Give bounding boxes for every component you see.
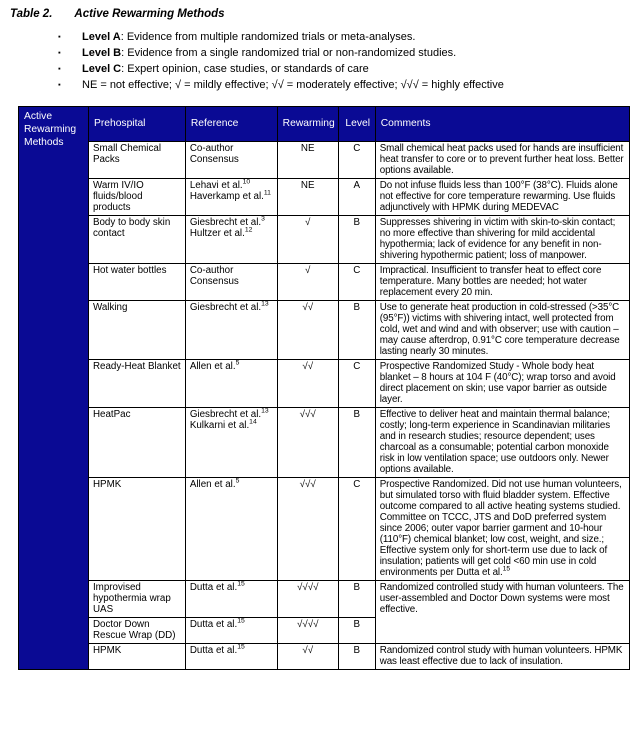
evidence-level-cell: B: [338, 644, 375, 670]
table-row: [19, 264, 630, 301]
citation-superscript: 14: [249, 418, 257, 426]
bullet-list: [10, 29, 630, 93]
citation-superscript: 3: [261, 215, 265, 223]
reference-citation: Giesbrecht et al.$^{13}$: [189, 300, 269, 313]
comments-cell: Impractical. Insufficient to transfer heat to effect core temperature. Many bottles are needed; hot water replacement every 20 min.: [375, 264, 629, 301]
reference-citation: Dutta et al.$^{15}$: [189, 617, 245, 630]
comments-cell: Randomized control study with human volunteers. HPMK was least effective due to lack of insulation.: [375, 644, 629, 670]
comments-cell: Randomized controlled study with human volunteers. The user-assembled and Doctor Down systems were most effective.: [375, 581, 629, 644]
reference-citation: Allen et al.$^5$: [189, 359, 240, 372]
bullet-item: [58, 61, 630, 77]
table-body: [19, 107, 630, 670]
citation-superscript: 15: [237, 617, 245, 625]
comments-cell: Suppresses shivering in victim with skin-to-skin contact; no more effective than shivering for mild accidental hypothermia; lack of evidence for any benefit in non-shivering hypothermic patient; loss of manpower.: [375, 216, 629, 264]
table-header-row: [19, 107, 630, 142]
bullet-text: Level A: Evidence from multiple randomized trials or meta-analyses.: [82, 31, 416, 43]
citation-superscript: 15: [237, 643, 245, 651]
column-header-reference: Reference: [185, 107, 277, 142]
citation-superscript: 11: [263, 189, 271, 197]
evidence-level-cell: B: [338, 301, 375, 360]
evidence-level-cell: B: [338, 618, 375, 644]
comments-cell: Prospective Randomized. Did not use human volunteers, but simulated torso with fluid bladder system. Effective outcome compared to all active heating systems studied. Committee on TCCC, JTS and DoD preferred system since 2006; outer vapor barrier garment and 10-hour (110°F) chemical blanket; low cost, weight, and size.; Effective system only for short-term use due to lack of insulation; patients will get cold <60 min use in cold environments per Dutta et al.$^{15}$: [375, 478, 629, 581]
rewarming-effectiveness-cell: √√√√: [277, 581, 338, 618]
table-caption-number: Table 2.: [10, 8, 53, 20]
comments-cell: Effective to deliver heat and maintain thermal balance; costly; long-term experience in Scandinavian militaries and in research studies; resource dependent; uses charcoal as a consumable; potential carbon monoxide risk in low ventilation space; use outdoors only. Newer options available.: [375, 408, 629, 478]
table-caption-text: Active Rewarming Methods: [74, 8, 225, 20]
rewarming-effectiveness-cell: √: [277, 264, 338, 301]
table-row: [19, 179, 630, 216]
column-header-rewarming: Rewarming: [277, 107, 338, 142]
bullet-text: Level C: Expert opinion, case studies, or standards of care: [82, 63, 369, 75]
rewarming-effectiveness-cell: NE: [277, 179, 338, 216]
citation-superscript: 13: [261, 407, 269, 415]
reference-citation: Giesbrecht et al.$^3$: [189, 215, 265, 228]
comments-cell: Prospective Randomized Study - Whole body heat blanket – 8 hours at 104 F (40°C); wrap torso and avoid direct placement on skin; use vapor barrier as outside layer.: [375, 360, 629, 408]
table-row: [19, 301, 630, 360]
reference-cell: [185, 360, 277, 408]
reference-cell: [185, 644, 277, 670]
evidence-level-cell: C: [338, 264, 375, 301]
reference-cell: [185, 179, 277, 216]
citation-superscript: 15: [237, 580, 245, 588]
evidence-level-cell: B: [338, 581, 375, 618]
evidence-level-cell: C: [338, 360, 375, 408]
rewarming-effectiveness-cell: √√: [277, 301, 338, 360]
reference-cell: [185, 581, 277, 618]
comments-cell: Do not infuse fluids less than 100°F (38°C). Fluids alone not effective for core temperature rewarming. Use fluids adjunctively with HPMK during MEDEVAC: [375, 179, 629, 216]
table-row: [19, 216, 630, 264]
prehospital-cell: HPMK: [88, 644, 185, 670]
table-row: [19, 360, 630, 408]
citation-superscript: 5: [235, 359, 240, 367]
bullet-square-icon: ▪: [58, 64, 61, 73]
column-header-comments: Comments: [375, 107, 629, 142]
prehospital-cell: Hot water bottles: [88, 264, 185, 301]
rewarming-effectiveness-cell: √√: [277, 360, 338, 408]
evidence-level-cell: B: [338, 216, 375, 264]
reference-citation: Haverkamp et al.$^{11}$: [189, 189, 271, 202]
bullet-text: NE = not effective; √ = mildly effective; √√ = moderately effective; √√√ = highly effective: [82, 79, 504, 91]
bullet-item: [58, 45, 630, 61]
rewarming-effectiveness-cell: √√: [277, 644, 338, 670]
comments-cell: Use to generate heat production in cold-stressed (>35°C (95°F)) victims with shivering intact, well protected from cold, wet and wind and with observer; use with caution – may cause afterdrop, 0.91°C core temperature decrease lasting nearly 30 minutes.: [375, 301, 629, 360]
reference-citation: Co-author Consensus: [189, 143, 239, 165]
reference-citation: Hultzer et al.$^{12}$: [189, 226, 253, 239]
prehospital-cell: Body to body skin contact: [88, 216, 185, 264]
prehospital-cell: HeatPac: [88, 408, 185, 478]
reference-citation: Allen et al.$^5$: [189, 477, 240, 490]
reference-cell: [185, 301, 277, 360]
active-rewarming-methods-table: [18, 106, 630, 670]
table-row: [19, 581, 630, 618]
bullet-item: [58, 77, 630, 93]
evidence-level-cell: A: [338, 179, 375, 216]
reference-cell: [185, 478, 277, 581]
prehospital-cell: Small Chemical Packs: [88, 142, 185, 179]
prehospital-cell: Doctor Down Rescue Wrap (DD): [88, 618, 185, 644]
comments-cell: Small chemical heat packs used for hands are insufficient heat transfer to core or to prevent further heat loss. Better options available.: [375, 142, 629, 179]
reference-cell: [185, 408, 277, 478]
table-row: [19, 408, 630, 478]
citation-superscript: 12: [244, 226, 253, 234]
column-header-prehospital: Prehospital: [88, 107, 185, 142]
citation-superscript: 10: [242, 178, 251, 186]
reference-citation: Giesbrecht et al.$^{13}$: [189, 407, 269, 420]
reference-citation: Co-author Consensus: [189, 265, 239, 287]
prehospital-cell: Walking: [88, 301, 185, 360]
bullet-square-icon: ▪: [58, 48, 61, 57]
table-row: [19, 644, 630, 670]
evidence-level-cell: C: [338, 478, 375, 581]
row-group-label: Active Rewarming Methods: [24, 111, 77, 148]
bullet-square-icon: ▪: [58, 32, 61, 41]
rewarming-effectiveness-cell: √√√√: [277, 618, 338, 644]
reference-cell: [185, 264, 277, 301]
prehospital-cell: Warm IV/IO fluids/blood products: [88, 179, 185, 216]
bullet-item: [58, 29, 630, 45]
reference-citation: Dutta et al.$^{15}$: [189, 580, 245, 593]
table-row: [19, 478, 630, 581]
prehospital-cell: Ready-Heat Blanket: [88, 360, 185, 408]
reference-citation: Kulkarni et al.$^{14}$: [189, 418, 257, 431]
prehospital-cell: HPMK: [88, 478, 185, 581]
reference-cell: [185, 618, 277, 644]
table-caption: [10, 8, 630, 20]
reference-cell: [185, 142, 277, 179]
citation-superscript: 5: [235, 477, 240, 485]
column-header-level: Level: [338, 107, 375, 142]
rewarming-effectiveness-cell: √√√: [277, 408, 338, 478]
evidence-level-cell: B: [338, 408, 375, 478]
rewarming-effectiveness-cell: √: [277, 216, 338, 264]
bullet-text: Level B: Evidence from a single randomized trial or non-randomized studies.: [82, 47, 457, 59]
bullet-square-icon: ▪: [58, 80, 61, 89]
rewarming-effectiveness-cell: √√√: [277, 478, 338, 581]
citation-superscript: 13: [261, 300, 269, 308]
table-row: [19, 142, 630, 179]
rewarming-effectiveness-cell: NE: [277, 142, 338, 179]
reference-citation: Lehavi et al.$^{10}$: [189, 178, 251, 191]
citation-superscript: 15: [502, 565, 511, 573]
prehospital-cell: Improvised hypothermia wrap UAS: [88, 581, 185, 618]
row-group-label-cell: [19, 107, 89, 670]
reference-cell: [185, 216, 277, 264]
evidence-level-cell: C: [338, 142, 375, 179]
reference-citation: Dutta et al.$^{15}$: [189, 643, 245, 656]
